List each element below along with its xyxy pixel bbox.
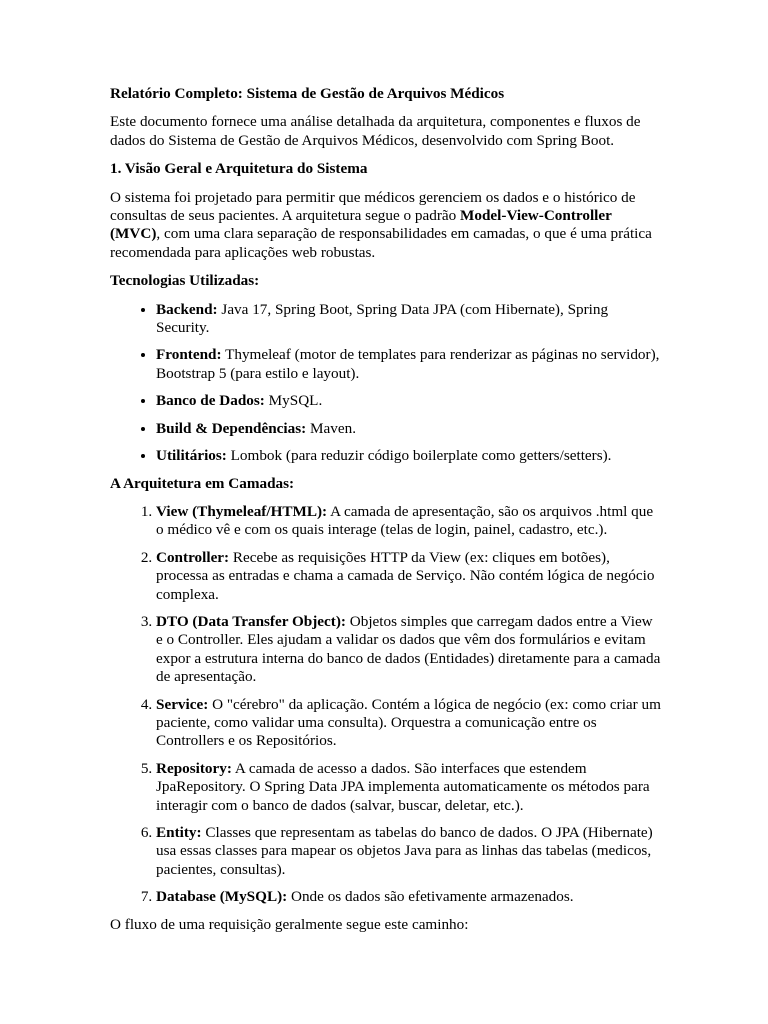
- list-item: [156, 549, 662, 604]
- layer-desc: Recebe as requisições HTTP da View (ex: cliques em botões), processa as entradas e chama a camada de Serviço. Não contém lógica de negócio complexa.: [156, 548, 655, 603]
- tech-term: Frontend:: [156, 346, 222, 364]
- layers-heading: A Arquitetura em Camadas:: [110, 474, 295, 492]
- layer-desc: O "cérebro" da aplicação. Contém a lógica de negócio (ex: como criar um paciente, como validar uma consulta). Orquestra a comunicação entre os Controllers e os Repositórios.: [156, 695, 661, 750]
- list-item: [156, 696, 662, 751]
- document-body: [110, 85, 662, 944]
- tech-term: Utilitários:: [156, 447, 227, 465]
- tech-term: Build & Dependências:: [156, 419, 307, 437]
- overview-text-start: O sistema foi projetado para permitir que médicos gerenciem os dados e o histórico de consultas de seus pacientes. A arquitetura segue o padrão: [110, 188, 636, 225]
- list-item: [156, 613, 662, 687]
- layer-desc: A camada de acesso a dados. São interfaces que estendem JpaRepository. O Spring Data JPA implementa automaticamente os métodos para interagir com o banco de dados (salvar, buscar, deletar, etc.).: [156, 759, 650, 814]
- layer-desc: A camada de apresentação, são os arquivos .html que o médico vê e com os quais interage (telas de login, painel, cadastro, etc.).: [156, 502, 654, 539]
- layer-desc: Onde os dados são efetivamente armazenados.: [287, 888, 574, 906]
- list-item: [156, 392, 662, 410]
- intro-paragraph: Este documento fornece uma análise detalhada da arquitetura, componentes e fluxos de dados do Sistema de Gestão de Arquivos Médicos, desenvolvido com Spring Boot.: [110, 113, 641, 149]
- document-title: Relatório Completo: Sistema de Gestão de Arquivos Médicos: [110, 85, 505, 102]
- layer-term: Entity:: [156, 824, 202, 841]
- list-item: [156, 301, 662, 338]
- tech-term: Backend:: [156, 300, 218, 318]
- tech-desc: Thymeleaf (motor de templates para renderizar as páginas no servidor), Bootstrap 5 (para estilo e layout).: [156, 346, 660, 382]
- tech-desc: Lombok (para reduzir código boilerplate como getters/setters).: [226, 447, 612, 465]
- list-item: [156, 824, 662, 879]
- list-item: [156, 447, 662, 465]
- list-item: [156, 503, 662, 540]
- overview-paragraph: [110, 189, 662, 263]
- layer-term: Controller:: [156, 548, 230, 566]
- layer-desc: Classes que representam as tabelas do banco de dados. O JPA (Hibernate) usa essas classes para mapear os objetos Java para as linhas das tabelas (medicos, pacientes, consultas).: [156, 824, 653, 878]
- tech-heading: Tecnologias Utilizadas:: [110, 272, 260, 290]
- tech-desc: MySQL.: [264, 392, 323, 410]
- list-item: [156, 888, 662, 906]
- tech-term: Banco de Dados:: [156, 392, 265, 410]
- layer-term: Database (MySQL):: [156, 888, 288, 906]
- overview-bold-mvc: Model-View-Controller (MVC): [110, 207, 612, 243]
- list-item: [156, 420, 662, 438]
- section-heading-overview: 1. Visão Geral e Arquitetura do Sistema: [110, 160, 368, 178]
- tech-desc: Maven.: [306, 419, 356, 437]
- list-item: [156, 346, 662, 383]
- closing-paragraph: O fluxo de uma requisição geralmente segue este caminho:: [110, 915, 469, 933]
- list-item: [156, 760, 662, 815]
- layer-term: Repository:: [156, 759, 232, 777]
- layer-term: View (Thymeleaf/HTML):: [156, 502, 328, 520]
- layer-term: Service:: [156, 695, 209, 713]
- overview-text-end: , com uma clara separação de responsabilidades em camadas, o que é uma prática recomendada para aplicações web robustas.: [110, 225, 652, 261]
- layers-list: [110, 503, 662, 907]
- tech-list: [110, 301, 662, 466]
- tech-desc: Java 17, Spring Boot, Spring Data JPA (com Hibernate), Spring Security.: [156, 300, 609, 337]
- layer-desc: Objetos simples que carregam dados entre a View e o Controller. Eles ajudam a validar os dados que vêm dos formulários e evitam expor a estrutura interna do banco de dados (Entidades) diretamente para a camada de apresentação.: [156, 612, 661, 686]
- layer-term: DTO (Data Transfer Object):: [156, 612, 346, 630]
